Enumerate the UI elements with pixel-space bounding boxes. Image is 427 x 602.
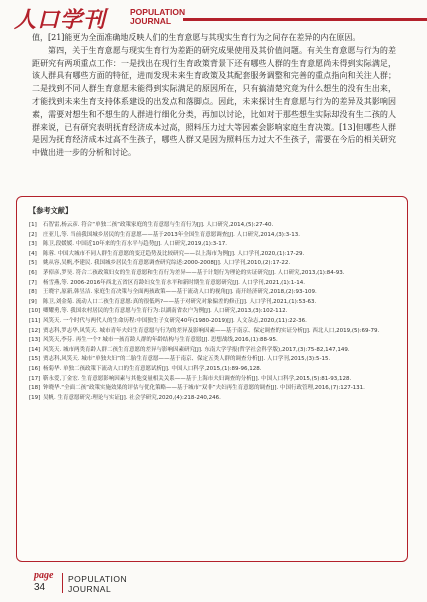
reference-text: 杨雪燕,等. 2006-2016年西北五省区育龄妇女生育水平和新时期生育意愿研究[J]. 人口学刊,2021,(1):1-14. [43, 279, 306, 286]
reference-text: 陈蓉. 中国大城市不同人群生育意愿的变迁趋势及比较研究——以上海市为例[J]. 人口学刊,2020,(1):17-29. [43, 250, 305, 257]
reference-number: [16] [29, 365, 41, 372]
reference-text: 陈卫,刘金菊. 流动人口二孩生育意愿:真的很低吗?——基于对研究对象偏差的修正[J]. 人口学刊,2021,(1):53-63. [43, 298, 317, 305]
body-paragraph: 第四，关于生育意愿与现实生育行为差距的研究成果使用及其价值问题。有关生育意愿与行为的差距研究有两项重点工作：一是找出在现行生育政策背景下还有哪些人群的生育意愿尚未得到实际满足，该人群具有哪些方面的特征，进而发现未来生育政策及其配套服务调整和完善的重点指向和关注人群；二是找到不同人群生育意愿未能得到实际满足的原因所在，只有搞清楚究竟为什么想生的没有生出来，才能找到未来生育支持体系建设的出发点和落脚点。因此，未来探讨生育意愿与行为的差异及其影响因素，需要对想生和不想生的人群进行细化分类，再加以讨论，比如对于那些想生实际却没有生二孩的人群来说，已有研究表明抚育经济成本过高，照料压力过大等因素会影响家庭生育决策。[13]但哪些人群是因为抚育经济成本过高不生孩子，哪些人群又是因为照料压力过大不生孩子，需要在今后的相关研究中做出进一步的分析和讨论。 [32, 45, 396, 158]
reference-number: [1] [29, 222, 37, 228]
reference-number: [4] [29, 250, 37, 257]
reference-number: [18] [29, 385, 41, 392]
reference-number: [3] [29, 241, 37, 248]
reference-item [29, 298, 399, 308]
reference-number: [19] [29, 394, 41, 401]
page-label: page [34, 570, 54, 581]
references-title: 【参考文献】 [29, 206, 73, 215]
reference-item [29, 279, 399, 289]
reference-item [29, 269, 399, 279]
reference-item [29, 240, 399, 250]
reference-text: 风笑天,李芬. 再生一个? 城市一孩育龄人群的年龄结构与生育意愿[J]. 思想战线,2016,(1):88-95. [43, 337, 278, 344]
body-paragraph: 值，[21]能更为全面准确地反映人们的生育意愿与其现实生育行为之间存在差异的内在原因。 [32, 33, 361, 42]
footer-journal-name [68, 574, 127, 594]
reference-item [29, 336, 399, 346]
reference-item [29, 375, 399, 385]
reference-item [29, 355, 399, 365]
reference-number: [10] [29, 308, 41, 315]
reference-item [29, 231, 399, 241]
reference-number: [8] [29, 289, 37, 296]
references-panel [16, 196, 408, 562]
reference-item [29, 317, 399, 327]
reference-text: 王晓宇,原新,韩昱洁. 家庭生育决策与全面两孩政策——基于流动人口的视角[J]. 南开经济研究,2018,(2):93-109. [43, 289, 317, 296]
reference-item [29, 221, 399, 231]
footer-journal-line1: POPULATION [68, 574, 128, 584]
reference-text: 陈卫,段媛媛. 中国近10年来的生育水平与趋势[J]. 人口研究,2019,(1):3-17. [43, 241, 228, 248]
reference-number: [2] [29, 231, 37, 238]
reference-number: [17] [29, 375, 41, 382]
reference-text: 贾志科,罗志华,风笑天. 城市青年夫妇生育意愿与行为的差异及影响因素——基于南京、保定调查的实证分析[J]. 西北人口,2019,(5):69-79. [43, 327, 380, 334]
reference-item [29, 307, 399, 317]
reference-item [29, 250, 399, 260]
reference-text: 姚从容,吴帆,李建民. 我国城乡居民生育意愿调查研究综述:2000-2008[J]. 人口学刊,2010,(2):17-22. [43, 260, 291, 267]
reference-text: 杨菊华. 单独二孩政策下流动人口的生育意愿试析[J]. 中国人口科学,2015,(1):89-96,128. [43, 365, 262, 372]
reference-item [29, 384, 399, 394]
reference-number: [12] [29, 327, 41, 334]
reference-text: 钟晓华.“全面二孩”政策实施效果的评估与优化策略——基于城市“双非”夫妇再生育意愿的调查[J]. 中国行政管理,2016,(7):127-131. [43, 385, 365, 392]
footer-journal-line2: JOURNAL [68, 584, 112, 594]
reference-item [29, 394, 399, 404]
reference-number: [7] [29, 279, 37, 286]
journal-logo-cn: 人口学刊 [14, 7, 107, 33]
header-rule [183, 18, 427, 21]
reference-item [29, 346, 399, 356]
reference-number: [5] [29, 260, 37, 267]
reference-text: 吴帆. 生育意愿研究:理论与实证[J]. 社会学研究,2020,(4):218-240,246. [43, 394, 221, 401]
reference-item [29, 365, 399, 375]
reference-text: 茅倬彦,罗昊. 符合二孩政策妇女的生育意愿和生育行为差异——基于计划行为理论的实证研究[J]. 人口研究,2013,(1):84-93. [43, 269, 345, 276]
reference-number: [6] [29, 269, 37, 276]
reference-number: [11] [29, 317, 41, 324]
reference-item [29, 327, 399, 337]
reference-number: [15] [29, 356, 41, 363]
reference-text: 风笑天. 城市两类育龄人群二孩生育意愿的差异与影响因素研究[J]. 东南大学学报(哲学社会科学版),2017,(3):75-82,147,149. [43, 346, 350, 353]
journal-header [0, 0, 427, 32]
reference-number: [13] [29, 337, 41, 344]
article-body [32, 32, 396, 160]
reference-text: 石智雷,杨云彦. 符合“单独二孩”政策家庭的生育意愿与生育行为[J]. 人口研究,2014,(5):27-40. [43, 222, 274, 228]
reference-text: 庄亚儿,等. 当前我国城乡居民的生育意愿——基于2013年全国生育意愿调查[J]. 人口研究,2014,(3):3-13. [43, 231, 301, 238]
reference-text: 卿耀勇,等. 我国农村居民的生育意愿与生育行为:以湖南省农户为例[J]. 人口研究,2013,(3):102-112. [43, 308, 288, 315]
page-number: 34 [34, 582, 46, 593]
reference-item [29, 259, 399, 269]
reference-item [29, 288, 399, 298]
reference-number: [9] [29, 298, 37, 305]
reference-text: 靳永爱,丁金宏. 生育意愿影响因素与其他变量相关关系——基于上海市夫妇调查的分析[J]. 中国人口科学,2015,(5):81-93,128. [43, 375, 352, 382]
journal-logo-en [130, 8, 185, 26]
references-list [29, 221, 399, 403]
journal-logo-en-line2: JOURNAL [130, 16, 172, 26]
reference-text: 贾志科,风笑天. 城市“单独夫妇”的二胎生育意愿——基于南京、保定五类人群的调查分析[J]. 人口学刊,2015,(3):5-15. [43, 356, 331, 363]
footer-divider [62, 573, 63, 593]
page-footer [0, 570, 427, 602]
reference-text: 风笑天. 一个时代与两代人的生命历程:中国独生子女研究40年(1980-2019)[J]. 人文杂志,2020,(11):22-36. [43, 317, 307, 324]
reference-number: [14] [29, 346, 41, 353]
journal-logo-en-line1: POPULATION [130, 7, 186, 17]
